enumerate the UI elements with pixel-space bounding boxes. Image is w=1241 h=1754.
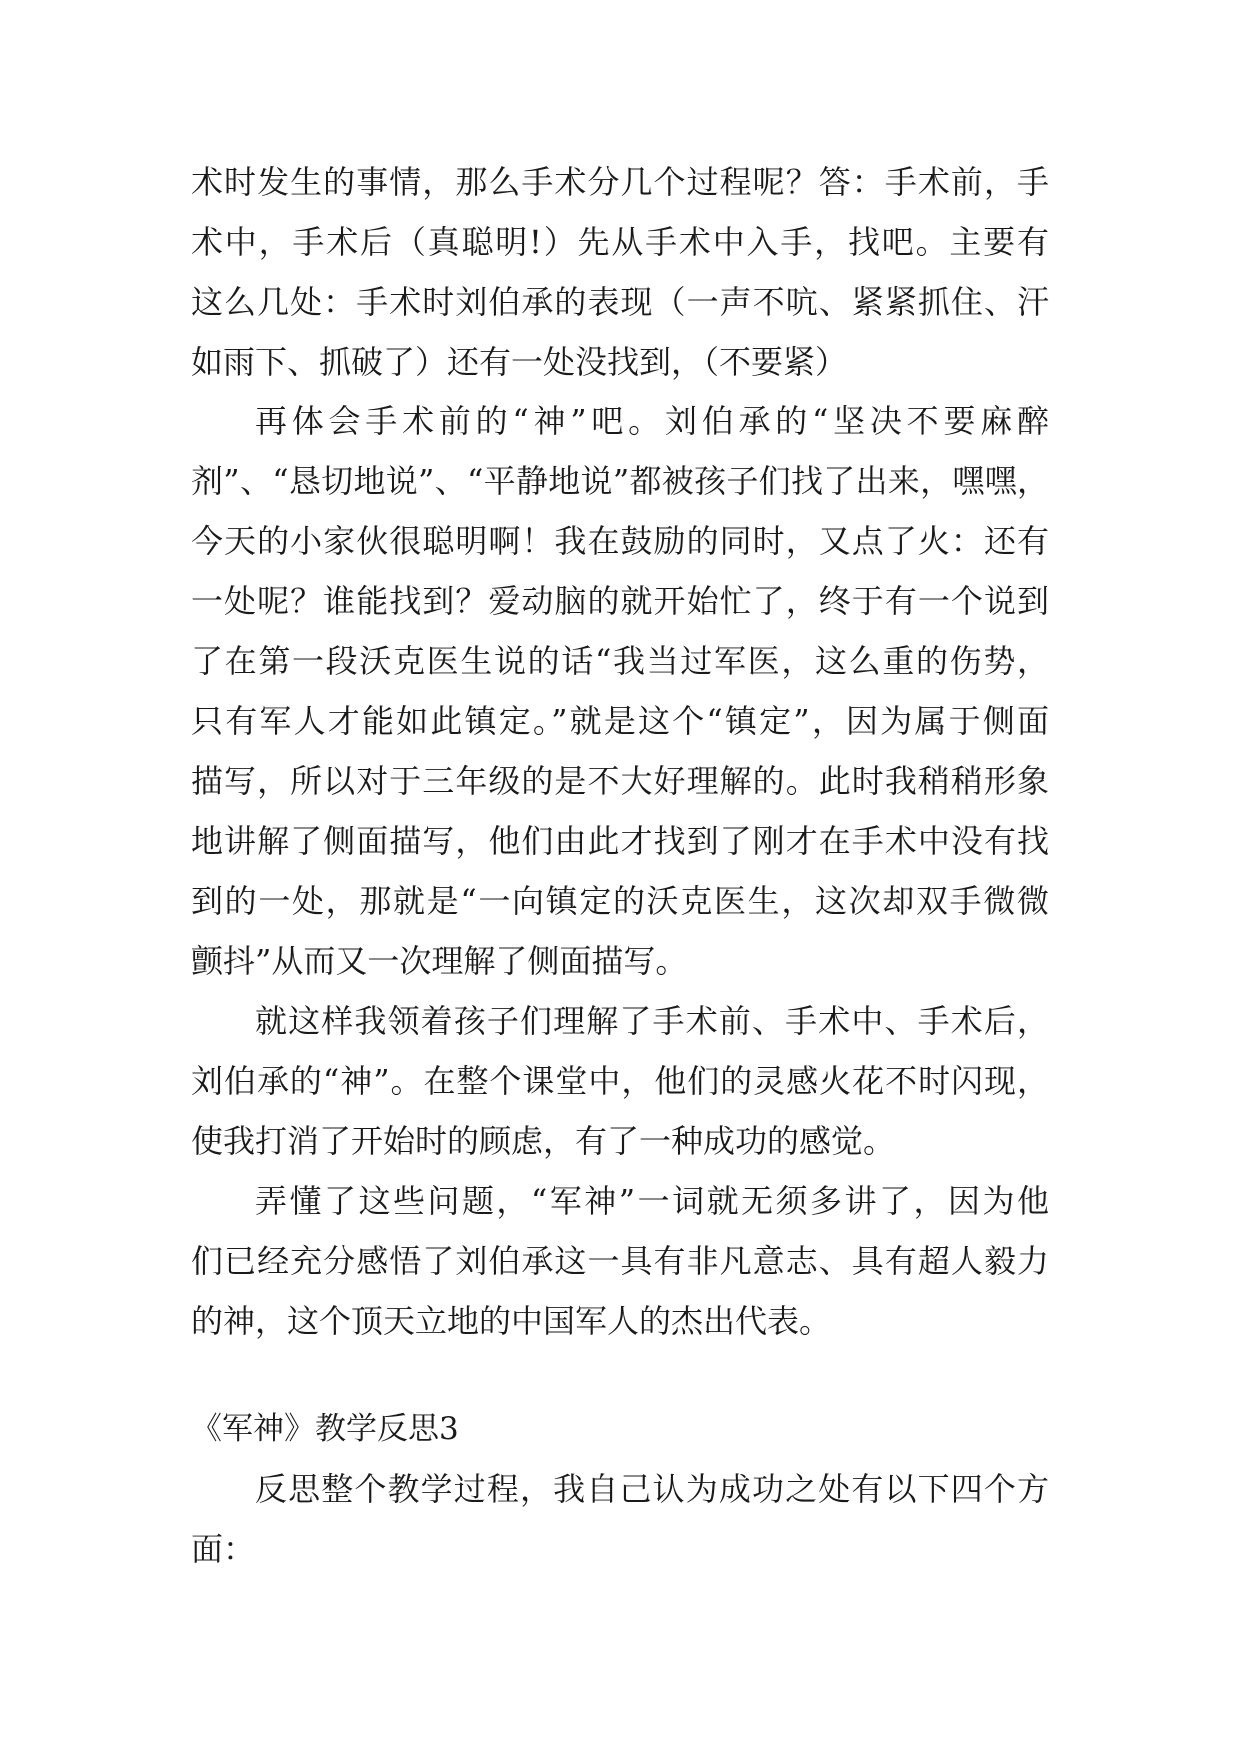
paragraph-line: 描写，所以对于三年级的是不大好理解的。此时我稍稍形象 — [191, 762, 1049, 800]
paragraph-line: 到的一处，那就是“一向镇定的沃克医生，这次却双手微微 — [191, 882, 1049, 920]
paragraph-line: 们已经充分感悟了刘伯承这一具有非凡意志、具有超人毅力 — [191, 1242, 1049, 1280]
paragraph-line: 如雨下、抓破了）还有一处没找到，（不要紧） — [191, 343, 848, 381]
paragraph-line: 颤抖”从而又一次理解了侧面描写。 — [191, 942, 688, 980]
section-heading: 《军神》教学反思3 — [191, 1411, 459, 1447]
paragraph-line: 使我打消了开始时的顾虑，有了一种成功的感觉。 — [191, 1122, 896, 1160]
paragraph-line: 再体会手术前的“神”吧。刘伯承的“坚决不要麻醉 — [255, 402, 1049, 440]
paragraph-line: 术中，手术后（真聪明!）先从手术中入手，找吧。主要有 — [191, 223, 1049, 261]
paragraph-line: 刘伯承的“神”。在整个课堂中，他们的灵感火花不时闪现， — [191, 1062, 1049, 1100]
paragraph-line: 反思整个教学过程，我自己认为成功之处有以下四个方 — [255, 1470, 1049, 1508]
paragraph-line: 剂”、“恳切地说”、“平静地说”都被孩子们找了出来，嘿嘿， — [191, 462, 1049, 500]
paragraph-line: 今天的小家伙很聪明啊！我在鼓励的同时，又点了火：还有 — [191, 522, 1049, 560]
paragraph-line: 术时发生的事情，那么手术分几个过程呢？答：手术前，手 — [191, 163, 1049, 201]
paragraph-line: 面： — [191, 1530, 256, 1568]
paragraph-line: 这么几处：手术时刘伯承的表现（一声不吭、紧紧抓住、汗 — [191, 283, 1049, 321]
paragraph-line: 的神，这个顶天立地的中国军人的杰出代表。 — [191, 1302, 832, 1340]
paragraph-line: 了在第一段沃克医生说的话“我当过军医，这么重的伤势， — [191, 642, 1049, 680]
paragraph-line: 只有军人才能如此镇定。”就是这个“镇定”，因为属于侧面 — [191, 702, 1049, 740]
paragraph-line: 一处呢？谁能找到？爱动脑的就开始忙了，终于有一个说到 — [191, 582, 1049, 620]
paragraph-line: 就这样我领着孩子们理解了手术前、手术中、手术后， — [255, 1002, 1049, 1040]
paragraph-line: 地讲解了侧面描写，他们由此才找到了刚才在手术中没有找 — [191, 822, 1049, 860]
paragraph-line: 弄懂了这些问题，“军神”一词就无须多讲了，因为他 — [255, 1182, 1049, 1220]
